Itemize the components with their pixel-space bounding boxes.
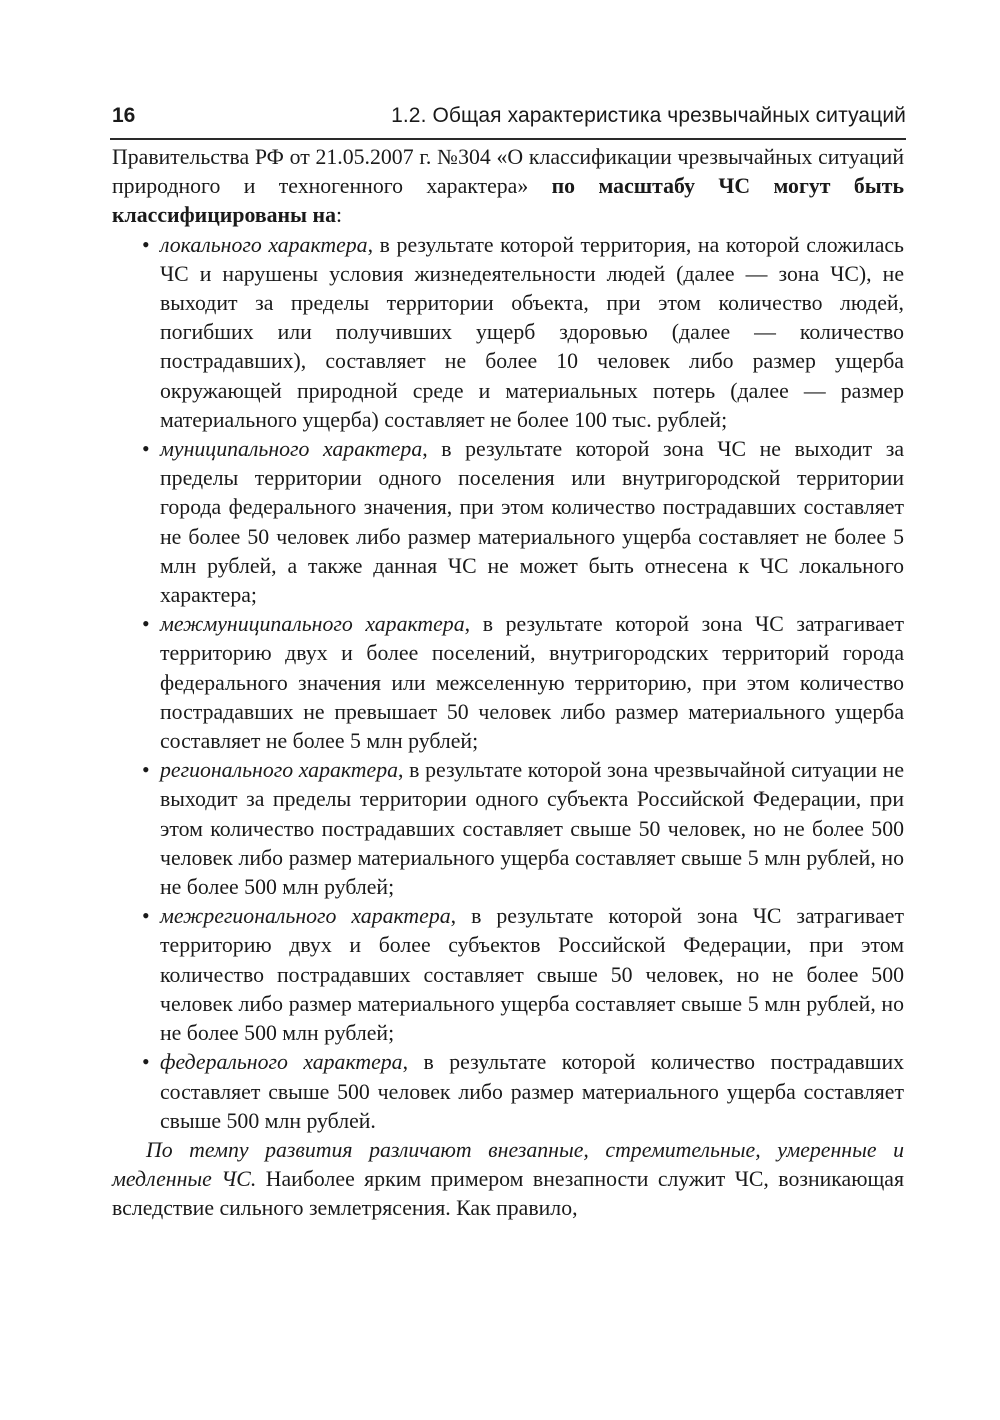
list-item bbox=[112, 435, 904, 610]
closing-text: Наиболее ярким примером внезапности служит ЧС, возникающая вследствие сильного землетрясения. Как правило, bbox=[112, 1167, 904, 1221]
intro-colon: : bbox=[335, 203, 343, 228]
bullet-icon: • bbox=[142, 904, 150, 929]
page-body bbox=[112, 143, 904, 1224]
list-item-term: федерального характера bbox=[160, 1050, 403, 1075]
bullet-icon: • bbox=[142, 612, 150, 637]
bullet-icon: • bbox=[142, 758, 150, 783]
classification-list bbox=[112, 231, 904, 1136]
list-item-text: , в результате которой зона ЧС затрагивает территорию двух и более поселений, внутригородских территорий города федерального значения или межселенную территорию, при этом количество пострадавших не превышает 50 человек либо размер материального ущерба составляет не более 5 млн рублей; bbox=[160, 612, 904, 754]
list-item-term: межрегионального характера bbox=[160, 904, 451, 929]
intro-bold: по масштабу ЧС могут быть классифицированы на bbox=[112, 174, 904, 228]
list-item-term: муниципального характера bbox=[160, 437, 423, 462]
list-item-text: , в результате которой зона ЧС не выходит за пределы территории одного поселения или внутригородской территории города федерального значения, при этом количество пострадавших составляет не более 50 человек либо размер материального ущерба составляет не более 5 млн рублей, а также данная ЧС не может быть отнесена к ЧС локального характера; bbox=[160, 437, 904, 608]
list-item bbox=[112, 902, 904, 1048]
list-item bbox=[112, 610, 904, 756]
closing-italic: По темпу развития различают внезапные, стремительные, умеренные и медленные ЧС. bbox=[112, 1137, 904, 1192]
running-header bbox=[110, 98, 906, 140]
list-item bbox=[112, 756, 904, 902]
list-item-term: межмуниципального характера bbox=[160, 612, 465, 637]
list-item-text: , в результате которой территория, на которой сложилась ЧС и нарушены условия жизнедеятельности людей (далее — зона ЧС), не выходит за пределы территории объекта, при этом количество людей, погибших или получивших ущерб здоровью (далее — количество пострадавших), составляет не более 10 человек либо размер ущерба окружающей природной среде и материальных потерь (далее — размер материального ущерба) составляет не более 100 тыс. рублей; bbox=[160, 232, 904, 432]
list-item-text: , в результате которой количество пострадавших составляет свыше 500 человек либо размер материального ущерба составляет свыше 500 млн рублей. bbox=[160, 1050, 905, 1133]
bullet-icon: • bbox=[142, 232, 150, 257]
intro-text: Правительства РФ от 21.05.2007 г. №304 «О классификации чрезвычайных ситуаций природного и техногенного характера» bbox=[112, 145, 904, 199]
list-item-text: , в результате которой зона ЧС затрагивает территорию двух и более субъектов Российской Федерации, при этом количество пострадавших составляет свыше 50 человек, но не более 500 человек либо размер материального ущерба составляет свыше 5 млн рублей, но не более 500 млн рублей; bbox=[160, 904, 904, 1046]
list-item-text: , в результате которой зона чрезвычайной ситуации не выходит за пределы территории одного субъекта Российской Федерации, при этом количество пострадавших составляет свыше 50 человек, но не более 500 человек либо размер материального ущерба составляет свыше 5 млн рублей, но не более 500 млн рублей; bbox=[160, 758, 904, 900]
bullet-icon: • bbox=[142, 1050, 150, 1075]
list-item bbox=[112, 231, 904, 435]
closing-paragraph bbox=[112, 1136, 904, 1224]
bullet-icon: • bbox=[142, 437, 150, 462]
list-item-term: локального характера bbox=[160, 232, 368, 257]
list-item-term: регионального характера bbox=[160, 758, 399, 783]
running-title: 1.2. Общая характеристика чрезвычайных ситуаций bbox=[391, 104, 906, 127]
intro-paragraph bbox=[112, 143, 904, 231]
list-item bbox=[112, 1048, 904, 1136]
page-number: 16 bbox=[112, 104, 136, 127]
